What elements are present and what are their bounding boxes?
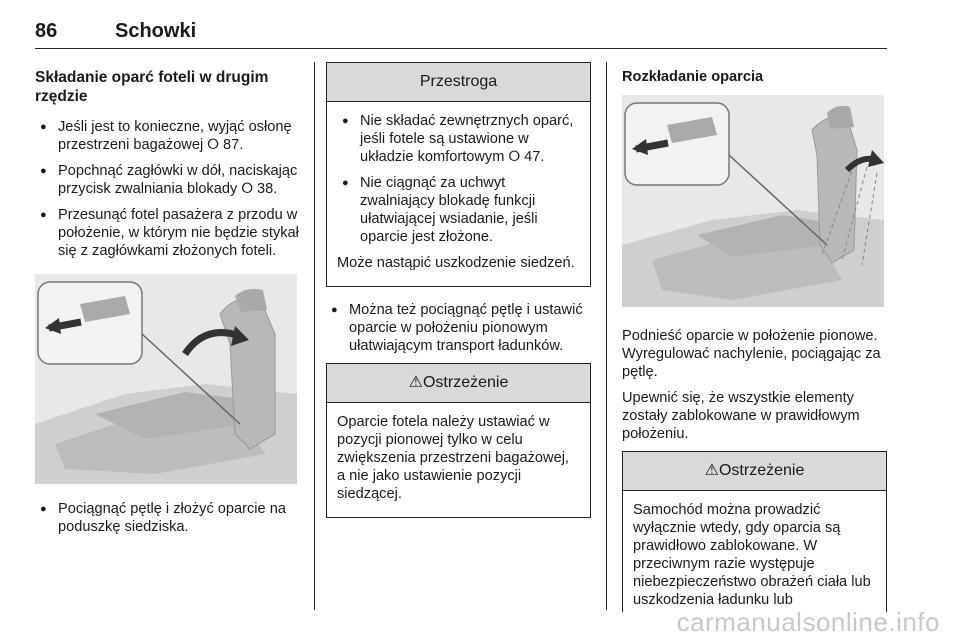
warning-title: Ostrzeżenie	[718, 462, 805, 479]
page-title: Schowki	[115, 20, 197, 42]
seat-folding-drawing	[35, 274, 297, 484]
header-divider	[35, 48, 887, 49]
page-number: 86	[35, 20, 58, 42]
column-3	[622, 62, 887, 612]
column-2	[326, 62, 591, 518]
page-reference: ⭘ 87.	[207, 137, 244, 153]
warning-title: Ostrzeżenie	[422, 374, 509, 391]
page-reference: ⭘ 38.	[241, 181, 278, 197]
warning-icon: ⚠	[704, 462, 719, 479]
warning-icon: ⚠	[408, 374, 423, 391]
section-heading: Rozkładanie oparcia	[622, 69, 764, 85]
paragraph: Podnieść oparcie w położenie pionowe. Wyregulować nachylenie, pociągając za pętlę.	[622, 328, 881, 380]
column-divider-1	[314, 62, 315, 610]
warning-box	[622, 451, 887, 612]
paragraph: Upewnić się, że wszystkie elementy zostały zablokowane w prawidłowym położeniu.	[622, 390, 860, 442]
instruction-list	[326, 301, 591, 355]
caution-note: Może nastąpić uszkodzenie siedzeń.	[337, 255, 575, 271]
list-item: ● Nie składać zewnętrznych oparć, jeśli fotele są ustawione w układzie komfortowym ⭘ 47.	[337, 112, 580, 166]
seat-folding-illustration	[35, 274, 297, 484]
section-heading: Składanie oparć foteli w drugim rzędzie	[35, 69, 269, 105]
instruction-list	[35, 118, 300, 260]
list-item: ● Nie ciągnąć za uchwyt zwalniający blokadę funkcji ułatwiającej wsiadanie, jeśli oparcie jest złożone.	[337, 174, 580, 246]
list-item: ● Można też pociągnąć pętlę i ustawić oparcie w położeniu pionowym ułatwiającym transport ładunków.	[326, 301, 591, 355]
warning-text: Samochód można prowadzić wyłącznie wtedy, gdy oparcia są prawidłowo zablokowane. W przeciwnym razie występuje niebezpieczeństwo obrażeń ciała lub uszkodzenia ładunku lub	[633, 502, 871, 608]
page-header	[35, 20, 885, 50]
list-item: ● Popchnąć zagłówki w dół, naciskając przycisk zwalniania blokady ⭘ 38.	[35, 162, 300, 198]
list-item: ● Pociągnąć pętlę i złożyć oparcie na poduszkę siedziska.	[35, 500, 300, 536]
seat-unfolding-drawing	[622, 95, 884, 307]
warning-text: Oparcie fotela należy ustawiać w pozycji pionowej tylko w celu zwiększenia przestrzeni bagażowej, a nie jako ustawienie pozycji siedzącej.	[337, 414, 569, 502]
instruction-list-continued	[35, 500, 300, 536]
column-1	[35, 62, 300, 544]
column-divider-2	[606, 62, 607, 610]
caution-title: Przestroga	[327, 63, 590, 102]
seat-unfolding-illustration	[622, 95, 884, 307]
watermark: carmanualsonline.info	[676, 607, 940, 637]
list-item: ● Jeśli jest to konieczne, wyjąć osłonę przestrzeni bagażowej ⭘ 87.	[35, 118, 300, 154]
list-item: ● Przesunąć fotel pasażera z przodu w położenie, w którym nie będzie stykał się z zagłówkami złożonych foteli.	[35, 206, 300, 260]
caution-box	[326, 62, 591, 287]
page-reference: ⭘ 47.	[508, 149, 545, 165]
warning-box	[326, 363, 591, 518]
